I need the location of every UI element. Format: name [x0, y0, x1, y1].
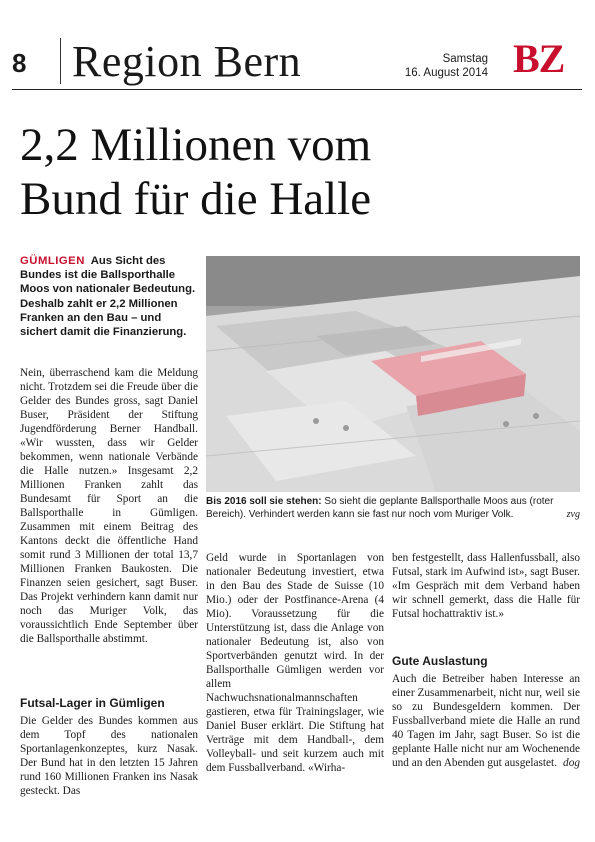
page-number: 8	[12, 48, 27, 78]
issue-weekday: Samstag	[442, 53, 488, 65]
dateline: GÜMLIGEN	[20, 255, 85, 267]
body-column-2	[206, 551, 384, 775]
architecture-model-photo	[206, 256, 580, 492]
issue-date	[380, 52, 488, 80]
subheading: Futsal-Lager in Gümligen	[20, 696, 165, 710]
issue-date-text: 16. August 2014	[404, 67, 488, 79]
body-text: Auch die Betreiber haben Interesse an einer Zusammenarbeit, nicht nur, weil sie so zu Bundesgeldern kommen. Der Fussballverband miete die Halle an rund 40 Tagen im Jahr, sagt Buser. So ist die geplante Halle nicht nur am Wochenende und an den Abenden gut ausgelastet.	[392, 673, 580, 769]
headline	[20, 118, 580, 226]
caption-text: So sieht die geplante Ballsporthalle Moos aus (roter Bereich). Verhindert werden kann sie fast nur noch vom Muriger Volk.	[206, 496, 554, 520]
body-paragraph: ben festgestellt, dass Hallenfussball, also Futsal, stark im Aufwind ist», sagt Buser. «Im Gespräch mit dem Verband haben wir schnell gemerkt, dass die Halle für Futsal hochattraktiv ist.»	[392, 552, 580, 620]
headline-line-1: 2,2 Millionen vom	[20, 119, 372, 171]
header-rule	[12, 89, 582, 90]
body-column-3	[392, 551, 580, 621]
headline-line-2: Bund für die Halle	[20, 173, 372, 225]
photo-caption	[206, 496, 580, 521]
body-paragraph	[392, 672, 580, 770]
newspaper-logo: BZ	[513, 36, 565, 81]
article-lead	[20, 254, 198, 339]
model-photo-illustration	[206, 256, 580, 492]
body-paragraph: Nein, überraschend kam die Meldung nicht. Trotzdem sei die Freude über die Gelder des Bundes gross, sagt Daniel Buser, Präsident der Stiftung Jugendförderung Berner Handball. «Wir wussten, dass wir Gelder bekommen, wenn nationale Verbände die Halle nutzen.» Insgesamt 2,2 Millionen Franken zahlt das Bundesamt für Sport an die Ballsporthalle in Gümligen. Zusammen mit einem Beitrag des Kantons deckt die öffentliche Hand somit rund 3 Millionen der total 13,7 Millionen Franken Baukosten. Die Finanzen seien gesichert, sagt Buser. Das Projekt verhindern kann damit nur noch das Muriger Volk, das voraussichtlich Ende September über die Ballsporthalle abstimmt.	[20, 367, 198, 645]
subheading: Gute Auslastung	[392, 654, 488, 668]
header-divider	[60, 38, 61, 84]
body-column-1	[20, 366, 198, 646]
body-paragraph: Die Gelder des Bundes kommen aus dem Topf des nationalen Sportanlagenkonzeptes, kurz Nasak. Der Bund hat in den letzten 15 Jahren rund 160 Millionen Franken ins Nasak gesteckt. Das	[20, 715, 198, 797]
section-title: Region Bern	[72, 37, 302, 86]
author-signature: dog	[563, 757, 580, 769]
body-column-3-continued	[392, 672, 580, 770]
caption-lead: Bis 2016 soll sie stehen:	[206, 496, 322, 507]
photo-credit: zvg	[566, 508, 580, 520]
lead-text: Aus Sicht des Bundes ist die Ballsporthalle Moos von nationaler Bedeutung. Deshalb zahlt er 2,2 Millionen Franken an den Bau – und sichert damit die Finanzierung.	[20, 255, 196, 339]
body-column-1-continued	[20, 714, 198, 798]
body-paragraph: Geld wurde in Sportanlagen von nationaler Bedeutung investiert, etwa in den Bau des Stade de Suisse (10 Mio.) oder der Postfinance-Arena (4 Mio). Voraussetzung für die Unterstützung ist, dass die Anlage von nationaler Bedeutung ist, also von Sportverbänden genutzt wird. In der Ballsporthalle Gümligen werden vor allem Nachwuchsnationalmannschaften gastieren, etwa für Trainingslager, wie Daniel Buser erklärt. Die Stiftung hat Verträge mit dem Handball-, dem Volleyball- und seit kurzem auch mit dem Fussballverband. «Wirha-	[206, 552, 384, 774]
